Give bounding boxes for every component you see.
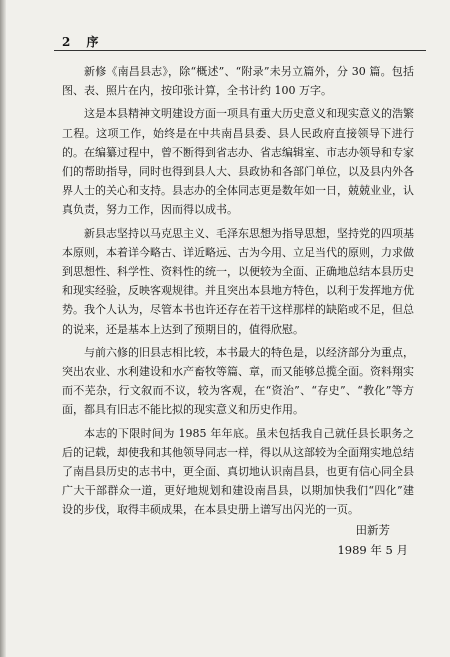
signature-date: 1989 年 5 月 — [337, 543, 408, 557]
paragraph: 新县志坚持以马克思主义、毛泽东思想为指导思想，坚持党的四项基本原则，本着详今略古、详近略远、古为今用、立足当代的原则，力求做到思想性、科学性、资料性的统一，以便较为全面、正确地总结本县历史和现实经验，反映客观规律。并且突出本县地方特色，以利于发挥地方优势。我个人认为，尽管本书也许还存在若干这样那样的缺陷或不足，但总的说来，还是基本上达到了预期目的，值得欣慰。 — [62, 226, 414, 336]
section-title: 序 — [86, 35, 105, 49]
signature-block — [337, 520, 408, 560]
binding-shadow — [0, 0, 6, 657]
running-head — [62, 33, 432, 50]
preface-body — [62, 62, 414, 520]
author-name: 田新芳 — [355, 523, 390, 537]
paragraph: 这是本县精神文明建设方面一项具有重大历史意义和现实意义的浩繁工程。这项工作，始终是在中共南昌县委、县人民政府直接领导下进行的。在编纂过程中，曾不断得到省志办、省志编辑室、市志办领导和专家们的帮助指导，同时也得到县人大、县政协和各部门单位，以及县内外各界人士的关心和支持。县志办的全体同志更是数年如一日，兢兢业业，认真负责，努力工作，因而得以成书。 — [62, 107, 414, 217]
paragraph: 本志的下限时间为 1985 年年底。虽未包括我自己就任县长职务之后的记载，却使我和其他领导同志一样，得以从这部较为全面翔实地总结了南昌县历史的志书中，更全面、真切地认识南昌县，也更有信心同全县广大干部群众一道，更好地规划和建设南昌县，以期加快我们“四化”建设的步伐，取得丰硕成果，在本县史册上谱写出闪光的一页。 — [62, 426, 414, 517]
paragraph: 与前六修的旧县志相比较，本书最大的特色是，以经济部分为重点，突出农业、水利建设和水产畜牧等篇、章，而又能够总揽全面。资料翔实而不芜杂，行文叙而不议，较为客观，在“资治”、“存史”、“教化”等方面，都具有旧志不能比拟的现实意义和历史作用。 — [62, 345, 414, 417]
header-rule — [54, 50, 426, 51]
paragraph: 新修《南昌县志》，除“概述”、“附录”未另立篇外，分 30 篇。包括图、表、照片在内，按印张计算，全书计约 100 万字。 — [62, 65, 414, 98]
page-number: 2 — [62, 35, 77, 49]
